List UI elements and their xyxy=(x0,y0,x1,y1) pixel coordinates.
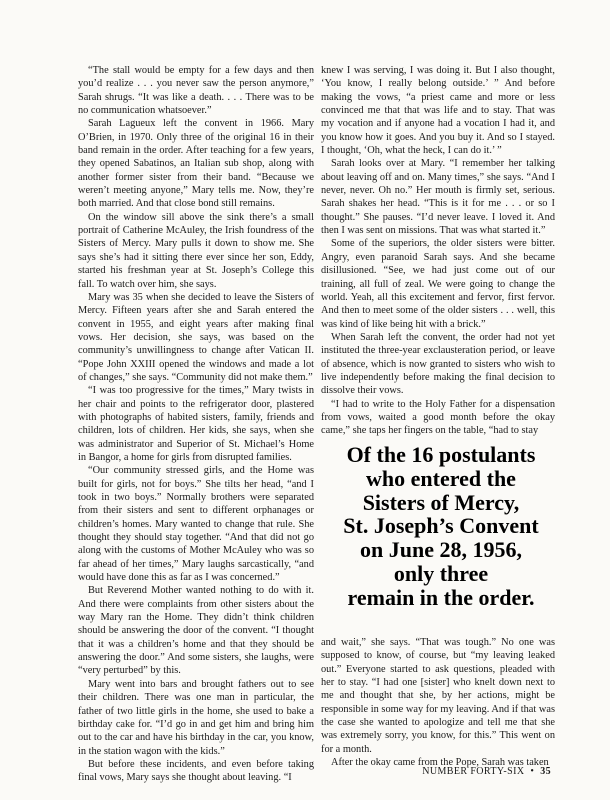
paragraph: “I had to write to the Holy Father for a dispensation from vows, waited a good month before the okay came,” she taps her fingers on the table, “had to stay xyxy=(321,398,555,437)
paragraph: Some of the superiors, the older sisters were bitter. Angry, even paranoid Sarah says. And she became disillusioned. “See, we had just come out of our training, all full of zeal. We were going to change the world. Yeah, all this excitement and fervor, first fervor. And then to meet some of the older sisters . . . well, this was kind of like being hit with a brick.” xyxy=(321,238,555,330)
right-column-top xyxy=(321,64,555,438)
pull-quote-line: only three xyxy=(393,560,489,586)
pull-quote-line: Of the 16 postulants xyxy=(346,442,536,467)
paragraph: Mary was 35 when she decided to leave the Sisters of Mercy. Fifteen years after she and Sarah entered the convent in 1955, and eight years after making final vows. Her decision, she says, was based on the community’s unwillingness to change after Vatican II. “Pope John XXIII opened the windows and made a lot of changes,” she says. “Community did not make them.” xyxy=(78,291,314,383)
page-number: 35 xyxy=(540,766,551,777)
paragraph: Sarah Lagueux left the convent in 1966. Mary O’Brien, in 1970. Only three of the original 16 in their band remain in the order. After teaching for a few years, they opened Sabatinos, an Italian sub shop, along with another former sister from their band. “Because we weren’t meeting anyone,” Mary tells me. Now, they’re both married. And that close bond still remains. xyxy=(78,118,314,210)
pull-quote-line: on June 28, 1956, xyxy=(360,537,522,563)
pull-quote-line: Sisters of Mercy, xyxy=(362,489,520,515)
paragraph: “The stall would be empty for a few days and then you’d realize . . . you never saw the person anymore,” Sarah shrugs. “It was like a death. . . . There was to be no communication whatsoever.” xyxy=(78,65,314,117)
paragraph: and wait,” she says. “That was tough.” No one was supposed to know, of course, but “my leaving leaked out.” Everyone started to ask questions, pleaded with her to stay. “I had one [sister] who knelt down next to me and thought that she, by her actions, might be responsible in some way for my leaving. And if that was the case she wanted to apologize and tell me that she was extremely sorry, you know, for this.” This went on for a month. xyxy=(321,637,555,755)
paragraph: But before these incidents, and even before taking final vows, Mary says she thought about leaving. “I xyxy=(78,758,314,784)
paragraph: Mary went into bars and brought fathers out to see their children. There was one man in particular, the father of two little girls in the home, she used to bake a birthday cake for. “I’d go in and get him and bring him out to the car and have his birthday in the car, you know, in the station wagon with the kids.” xyxy=(78,678,314,757)
page-footer xyxy=(422,766,551,777)
pull-quote-line: who entered the xyxy=(366,465,516,491)
publication-name: NUMBER FORTY-SIX xyxy=(422,766,525,777)
paragraph: knew I was serving, I was doing it. But I also thought, ‘You know, I really belong outside.’ ” And before making the vows, “a priest came and more or less convinced me that that was life and to stay. That was my vocation and if anyone had a vocation I had it, and you know how it goes. And you buy it. And so I stayed. I thought, ‘Oh, what the heck, I can do it.’ ” xyxy=(321,65,555,157)
pull-quote-line: remain in the order. xyxy=(347,584,535,610)
pull-quote xyxy=(306,443,576,610)
left-column xyxy=(78,64,314,785)
paragraph: “Our community stressed girls, and the Home was built for girls, not for boys.” She tilts her head, “and I took in two boys.” Normally brothers were separated from their sisters and sent to different orphanages or children’s homes. Mary wanted to change that rule. She thought they should stay together. “And that did not go along with the customs of Mother McAuley who was so far ahead of her times,” Mary laughs sarcastically, “and would have done this as far as I was concerned.” xyxy=(78,465,314,584)
right-column-bottom xyxy=(321,636,555,769)
paragraph: But Reverend Mother wanted nothing to do with it. And there were complaints from other sisters about the way Mary ran the Home. They didn’t think children should be answering the door of the convent. “I thought that it was a children’s home and that they should be answering the door.” And some sisters, she laughs, were “very perturbed” by this. xyxy=(78,585,314,677)
pull-quote-line: St. Joseph’s Convent xyxy=(343,513,539,539)
paragraph: “I was too progressive for the times,” Mary twists in her chair and points to the refrigerator door, plastered with photographs of habited sisters, family, friends and children, lots of children. Her kids, she says, when she was administrator and Superior of St. Michael’s Home in Bangor, a home for girls from disrupted families. xyxy=(78,385,314,463)
paragraph: Sarah looks over at Mary. “I remember her talking about leaving off and on. Many times,” she says. “And I never, never. Oh no.” Her mouth is firmly set, serious. Sarah shakes her head. “This is it for me . . . or so I thought.” She pauses. “I’d never leave. I loved it. And then I was sent on missions. That was what started it.” xyxy=(321,158,555,237)
paragraph: After the okay came from the Pope, Sarah was taken xyxy=(331,757,549,769)
paragraph: On the window sill above the sink there’s a small portrait of Catherine McAuley, the Irish foundress of the Sisters of Mercy. Mary pulls it down to show me. She says she’s had it sitting there ever since her son, Eddy, started his freshman year at St. Joseph’s College this fall. To watch over him, she says. xyxy=(78,211,314,290)
bullet-separator: • xyxy=(530,766,535,777)
paragraph: When Sarah left the convent, the order had not yet instituted the three-year exclausteration period, or leave of absence, which is now granted to sisters who wish to live independently before making the final decision to dissolve their vows. xyxy=(321,331,555,397)
